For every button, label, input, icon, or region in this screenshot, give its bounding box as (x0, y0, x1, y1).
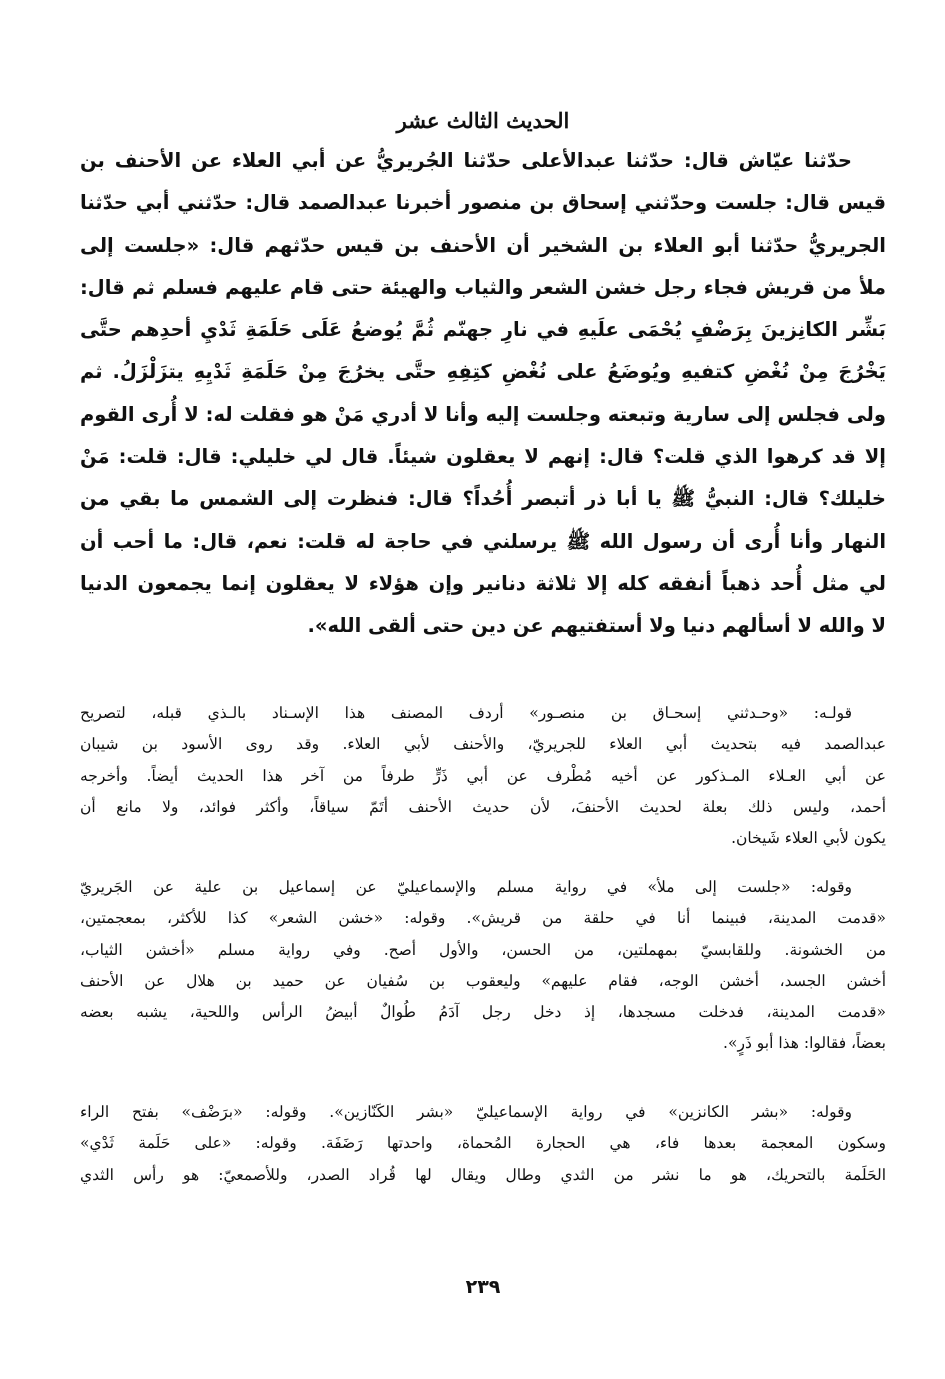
commentary-line: يكون لأبي العلاء شَيخان. (731, 829, 886, 848)
commentary-line: بعضاً، فقالوا: هذا أبو ذَرٍ». (723, 1034, 886, 1053)
commentary-paragraph (80, 872, 886, 1060)
hadith-line: إلا قد كرهوا الذي قلت؟ قال: إنهم لا يعقلون شيئاً. قال لي خليلي: قال: قلت: مَنْ (80, 445, 886, 469)
commentary-line: «قدمت المدينة، فبينما أنا في حلقة من قريش». وقوله: «خشن الشعر» كذا للأكثر، بمعجمتين، (80, 909, 886, 928)
hadith-line: ولى فجلس إلى سارية وتبعته وجلست إليه وأنا لا أدري مَنْ هو فقلت له: لا أُرى القوم (80, 402, 886, 426)
hadith-line: لي مثل أُحد ذهباً أنفقه كله إلا ثلاثة دنانير وإن هؤلاء لا يعقلون إنما يجمعون الدنيا (80, 571, 886, 595)
commentary-line: وقوله: «جلست إلى ملأ» في رواية مسلم والإسماعيليّ عن إسماعيل بن علية عن الجَريريّ (80, 878, 852, 896)
commentary-line: «قدمت المدينة، فدخلت مسجدها، إذ دخل رجل آدَمُ طُوالٌ أبيضُ الرأس واللحية، يشبه بعضه (80, 1003, 886, 1022)
commentary-line: من الخشونة. وللقابسيّ بمهملتين، من الحسن، والأول أصح. وفي رواية مسلم «أخشن الثياب، (80, 940, 886, 959)
hadith-line: يَخْرُجَ مِنْ نُغْضِ كتفيهِ ويُوضَعُ على نُغْضِ كتِفِهِ حتَّى يخرُجَ مِنْ حَلَمَةِ ثَدْيِهِ يتزَلْزَلُ. ثم (80, 360, 886, 384)
hadith-line: الجريريُّ حدّثنا أبو العلاء بن الشخير أن الأحنف بن قيس حدّثهم قال: «جلست إلى (80, 233, 886, 257)
commentary-line: وسكون المعجمة بعدها فاء، هي الحجارة المُحماة، واحدتها رَضَفَة. وقوله: «على حَلَمة ثَدْي» (80, 1134, 886, 1153)
commentary-paragraph (80, 1097, 886, 1191)
commentary-line: عن أبي العـلاء المـذكور عن أخيه مُطْرف عن أبي ذَرٍّ طرفاً من آخر هذا الحديث أيضاً. وأخرجه (80, 766, 886, 785)
hadith-text (80, 140, 886, 648)
hadith-line: النهار وأنا أُرى أن رسول الله ﷺ يرسلني في حاجة له قلت: نعم، قال: ما أحب أن (80, 529, 886, 553)
hadith-line: قيس قال: جلست وحدّثني إسحاق بن منصور أخبرنا عبدالصمد قال: حدّثني أبي حدّثنا (80, 191, 886, 215)
hadith-title: الحديث الثالث عشر (396, 108, 570, 133)
commentary-line: عبدالصمد فيه بتحديث أبي العلاء للجريريّ، والأحنف لأبي العلاء. وقد روى الأسود بن شيبان (80, 735, 886, 754)
commentary-line: الحَلَمة بالتحريك، هو ما نشر من الثدي وطال ويقال لها قُراد الصدر، وللأصمعيّ: هو رأس الثدي (80, 1165, 886, 1184)
hadith-line: ملأ من قريش فجاء رجل خشن الشعر والثياب والهيئة حتى قام عليهم فسلم ثم قال: (80, 275, 886, 299)
hadith-line: خليلك؟ قال: النبيُّ ﷺ يا أبا ذر أتبصر أُحُداً؟ قال: فنظرت إلى الشمس ما بقي من (80, 487, 886, 511)
commentary-line: وقوله: «بشر الكانزين» في رواية الإسماعيليّ «بشر الكَنّازين». وقوله: «برَضْف» بفتح الراء (80, 1103, 852, 1121)
commentary-paragraph (80, 698, 886, 854)
commentary-line: قولـه: «وحـدثني إسحـاق بن منصـور» أردف المصنف هذا الإسـناد بالـذي قبله، لتصريح (80, 704, 852, 722)
page-number: ٢٣٩ (465, 1276, 501, 1298)
commentary-line: أخشن الجسد، أخشن الوجه، فقام عليهم» وليعقوب بن سُفيان عن حميد بن هلال عن الأحنف (80, 971, 886, 990)
hadith-line: لا والله لا أسألهم دنيا ولا أستفتيهم عن دين حتى ألقى الله». (307, 614, 886, 638)
hadith-line: حدّثنا عيّاش قال: حدّثنا عبدالأعلى حدّثنا الجُريريُّ عن أبي العلاء عن الأحنف بن (80, 149, 852, 172)
commentary-line: أحمد، وليس ذلك بعلة لحديث الأحنفَ، لأن حديث الأحنف أتَمّ سياقاً، وأكثر فوائد، ولا مانع أن (80, 797, 886, 816)
hadith-line: بَشِّر الكانِزينَ بِرَضْفٍ يُحْمَى علَيهِ في نارِ جهنّم ثُمَّ يُوضعُ عَلَى حَلَمَةِ ثَدْيِ أحدِهم حتَّى (80, 318, 886, 342)
